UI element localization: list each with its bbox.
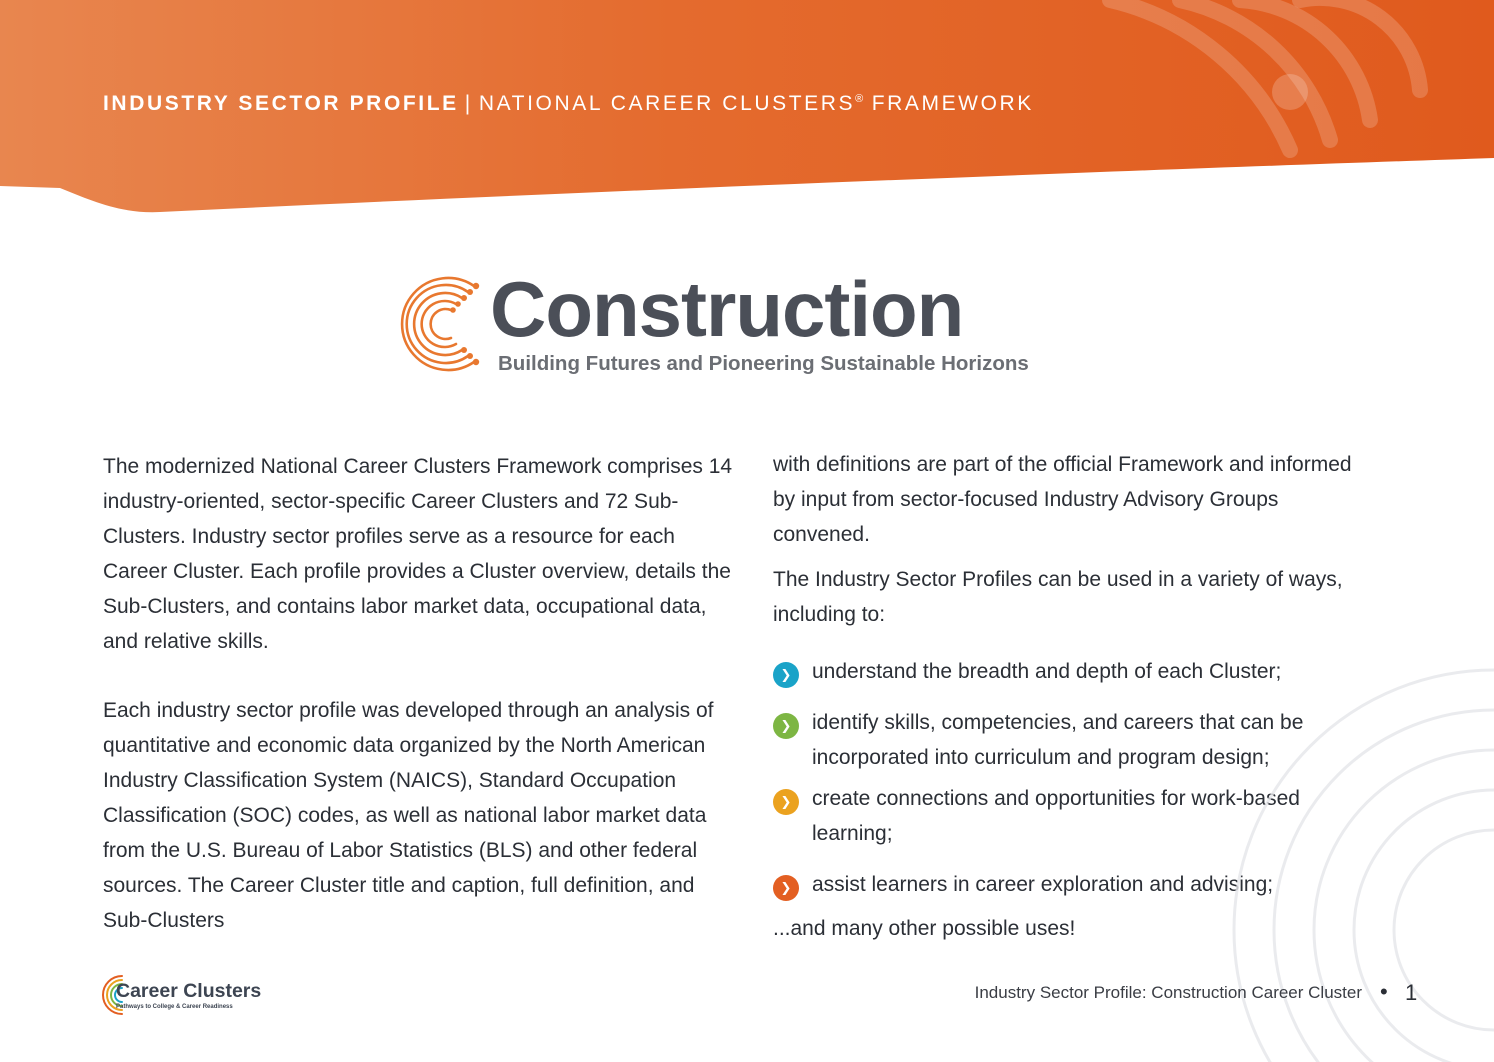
intro-paragraph: The modernized National Career Clusters Framework comprises 14 industry-oriented, sector-specific Career Clusters and 72 Sub-Clusters. Industry sector profiles serve as a resource for each Career Cluster. Each profile provides a Cluster overview, details the Sub-Clusters, and contains labor market data, occupational data, and relative skills.: [103, 455, 733, 653]
chevron-right-icon: ❯: [773, 662, 799, 688]
chevron-right-icon: ❯: [773, 713, 799, 739]
list-item-text: create connections and opportunities for work-based learning;: [812, 787, 1300, 845]
cluster-caption: Building Futures and Pioneering Sustainable Horizons: [498, 352, 1029, 375]
left-column: [103, 449, 733, 938]
cluster-title: Construction: [490, 265, 964, 353]
header-label: [103, 92, 1034, 116]
page-number: 1: [1405, 980, 1418, 1005]
chevron-right-icon: ❯: [773, 875, 799, 901]
footer-document-title: Industry Sector Profile: Construction Career Cluster: [974, 983, 1362, 1002]
framework-suffix: FRAMEWORK: [871, 92, 1034, 115]
methodology-paragraph: Each industry sector profile was developed through an analysis of quantitative and economic data organized by the North American Industry Classification System (NAICS), Standard Occupation Classification (SOC) codes, as well as national labor market data from the U.S. Bureau of Labor Statistics (BLS) and other federal sources. The Career Cluster title and caption, full definition, and Sub-Clusters: [103, 699, 714, 932]
career-clusters-logo: [100, 970, 290, 1020]
registered-mark: ®: [855, 93, 864, 105]
list-item-text: understand the breadth and depth of each Cluster;: [812, 660, 1282, 683]
list-item-text: identify skills, competencies, and careers that can be incorporated into curriculum and program design;: [812, 711, 1304, 769]
header-separator: |: [464, 92, 473, 115]
construction-c-icon: [396, 272, 486, 376]
footer-logo-tagline: Pathways to College & Career Readiness: [116, 1004, 233, 1010]
right-column: [773, 447, 1373, 632]
list-item-text: assist learners in career exploration and advising;: [812, 873, 1274, 896]
footer-bullet: •: [1380, 979, 1388, 1004]
profile-label: INDUSTRY SECTOR PROFILE: [103, 92, 459, 115]
outro-text: ...and many other possible uses!: [773, 917, 1076, 940]
framework-label: NATIONAL CAREER CLUSTERS: [478, 92, 856, 115]
footer-logo-name: Career Clusters: [116, 980, 262, 1002]
cluster-title-block: [396, 265, 1116, 380]
definition-paragraph: with definitions are part of the official Framework and informed by input from sector-focused Industry Advisory Groups convened.: [773, 453, 1352, 546]
chevron-right-icon: ❯: [773, 789, 799, 815]
uses-intro-paragraph: The Industry Sector Profiles can be used in a variety of ways, including to:: [773, 568, 1343, 626]
